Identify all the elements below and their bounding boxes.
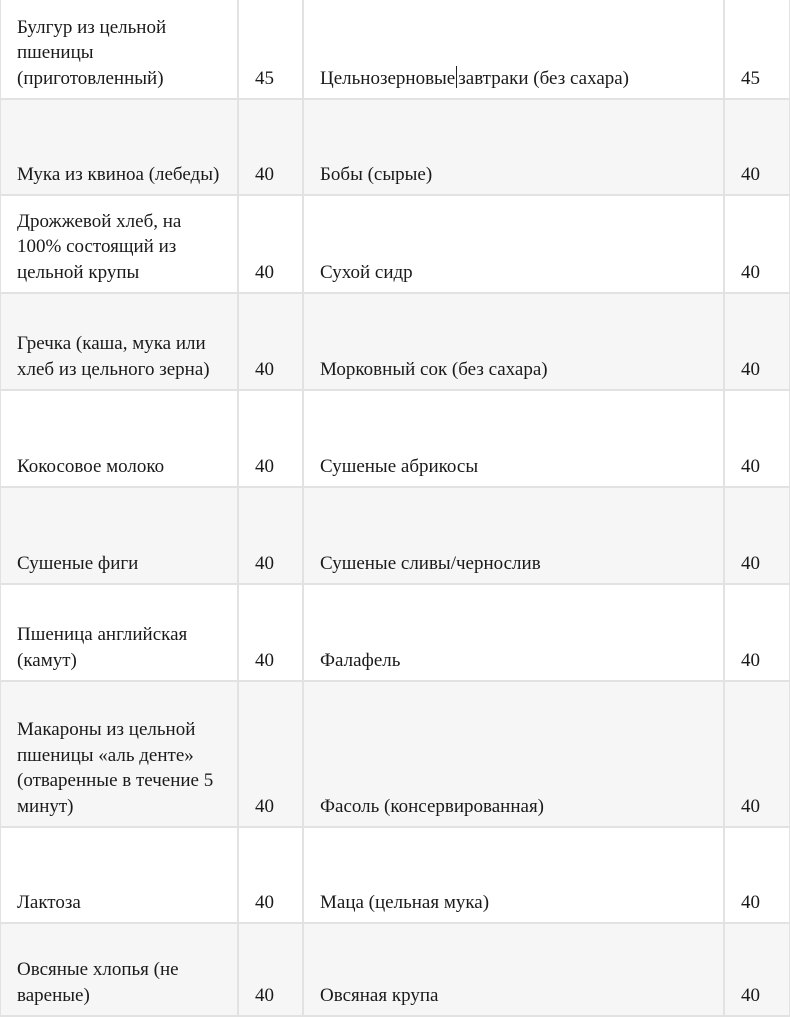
food-name-cell: Дрожжевой хлеб, на 100% состоящий из цельной крупы bbox=[0, 195, 238, 293]
food-name-cell: Сушеные сливы/чернослив bbox=[303, 487, 724, 584]
food-name-part: завтраки (без сахара) bbox=[458, 67, 630, 89]
food-name-cell: Гречка (каша, мука или хлеб из цельного зерна) bbox=[0, 293, 238, 390]
food-name-cell: Фалафель bbox=[303, 584, 724, 681]
glycemic-index-cell: 40 bbox=[724, 584, 790, 681]
table-row bbox=[0, 390, 790, 487]
glycemic-index-cell: 45 bbox=[238, 0, 303, 99]
glycemic-index-cell: 40 bbox=[724, 390, 790, 487]
glycemic-index-cell: 40 bbox=[724, 827, 790, 923]
food-name-part: Цельнозерновые bbox=[320, 67, 456, 89]
glycemic-index-cell: 40 bbox=[724, 923, 790, 1016]
glycemic-index-cell: 40 bbox=[238, 293, 303, 390]
food-name-cell: Бобы (сырые) bbox=[303, 99, 724, 195]
table-row bbox=[0, 195, 790, 293]
food-name-cell[interactable] bbox=[303, 0, 724, 99]
glycemic-index-cell: 40 bbox=[238, 195, 303, 293]
glycemic-index-cell: 40 bbox=[724, 293, 790, 390]
glycemic-index-cell: 45 bbox=[724, 0, 790, 99]
food-name-cell: Мука из квиноа (лебеды) bbox=[0, 99, 238, 195]
food-name-cell: Маца (цельная мука) bbox=[303, 827, 724, 923]
glycemic-index-cell: 40 bbox=[724, 681, 790, 827]
glycemic-index-cell: 40 bbox=[238, 923, 303, 1016]
food-name-cell: Сушеные абрикосы bbox=[303, 390, 724, 487]
food-name-cell: Кокосовое молоко bbox=[0, 390, 238, 487]
table-row bbox=[0, 487, 790, 584]
food-name-cell: Лактоза bbox=[0, 827, 238, 923]
glycemic-index-cell: 40 bbox=[724, 99, 790, 195]
food-name-cell: Овсяная крупа bbox=[303, 923, 724, 1016]
table-row bbox=[0, 827, 790, 923]
glycemic-index-cell: 40 bbox=[238, 681, 303, 827]
glycemic-index-cell: 40 bbox=[238, 584, 303, 681]
table-row bbox=[0, 0, 790, 99]
food-name-cell: Сухой сидр bbox=[303, 195, 724, 293]
food-name-cell: Макароны из цельной пшеницы «аль денте» (отваренные в течение 5 минут) bbox=[0, 681, 238, 827]
table-row bbox=[0, 293, 790, 390]
table-row bbox=[0, 923, 790, 1016]
glycemic-index-cell: 40 bbox=[724, 195, 790, 293]
food-name-cell: Булгур из цельной пшеницы (приготовленный) bbox=[0, 0, 238, 99]
food-name-cell: Сушеные фиги bbox=[0, 487, 238, 584]
glycemic-index-cell: 40 bbox=[238, 487, 303, 584]
glycemic-index-cell: 40 bbox=[238, 99, 303, 195]
food-name-cell: Морковный сок (без сахара) bbox=[303, 293, 724, 390]
glycemic-index-cell: 40 bbox=[238, 827, 303, 923]
glycemic-index-cell: 40 bbox=[238, 390, 303, 487]
food-name-cell: Пшеница английская (камут) bbox=[0, 584, 238, 681]
food-name-cell: Овсяные хлопья (не вареные) bbox=[0, 923, 238, 1016]
glycemic-index-cell: 40 bbox=[724, 487, 790, 584]
table-row bbox=[0, 681, 790, 827]
table-row bbox=[0, 99, 790, 195]
table-row bbox=[0, 584, 790, 681]
food-name-cell: Фасоль (консервированная) bbox=[303, 681, 724, 827]
